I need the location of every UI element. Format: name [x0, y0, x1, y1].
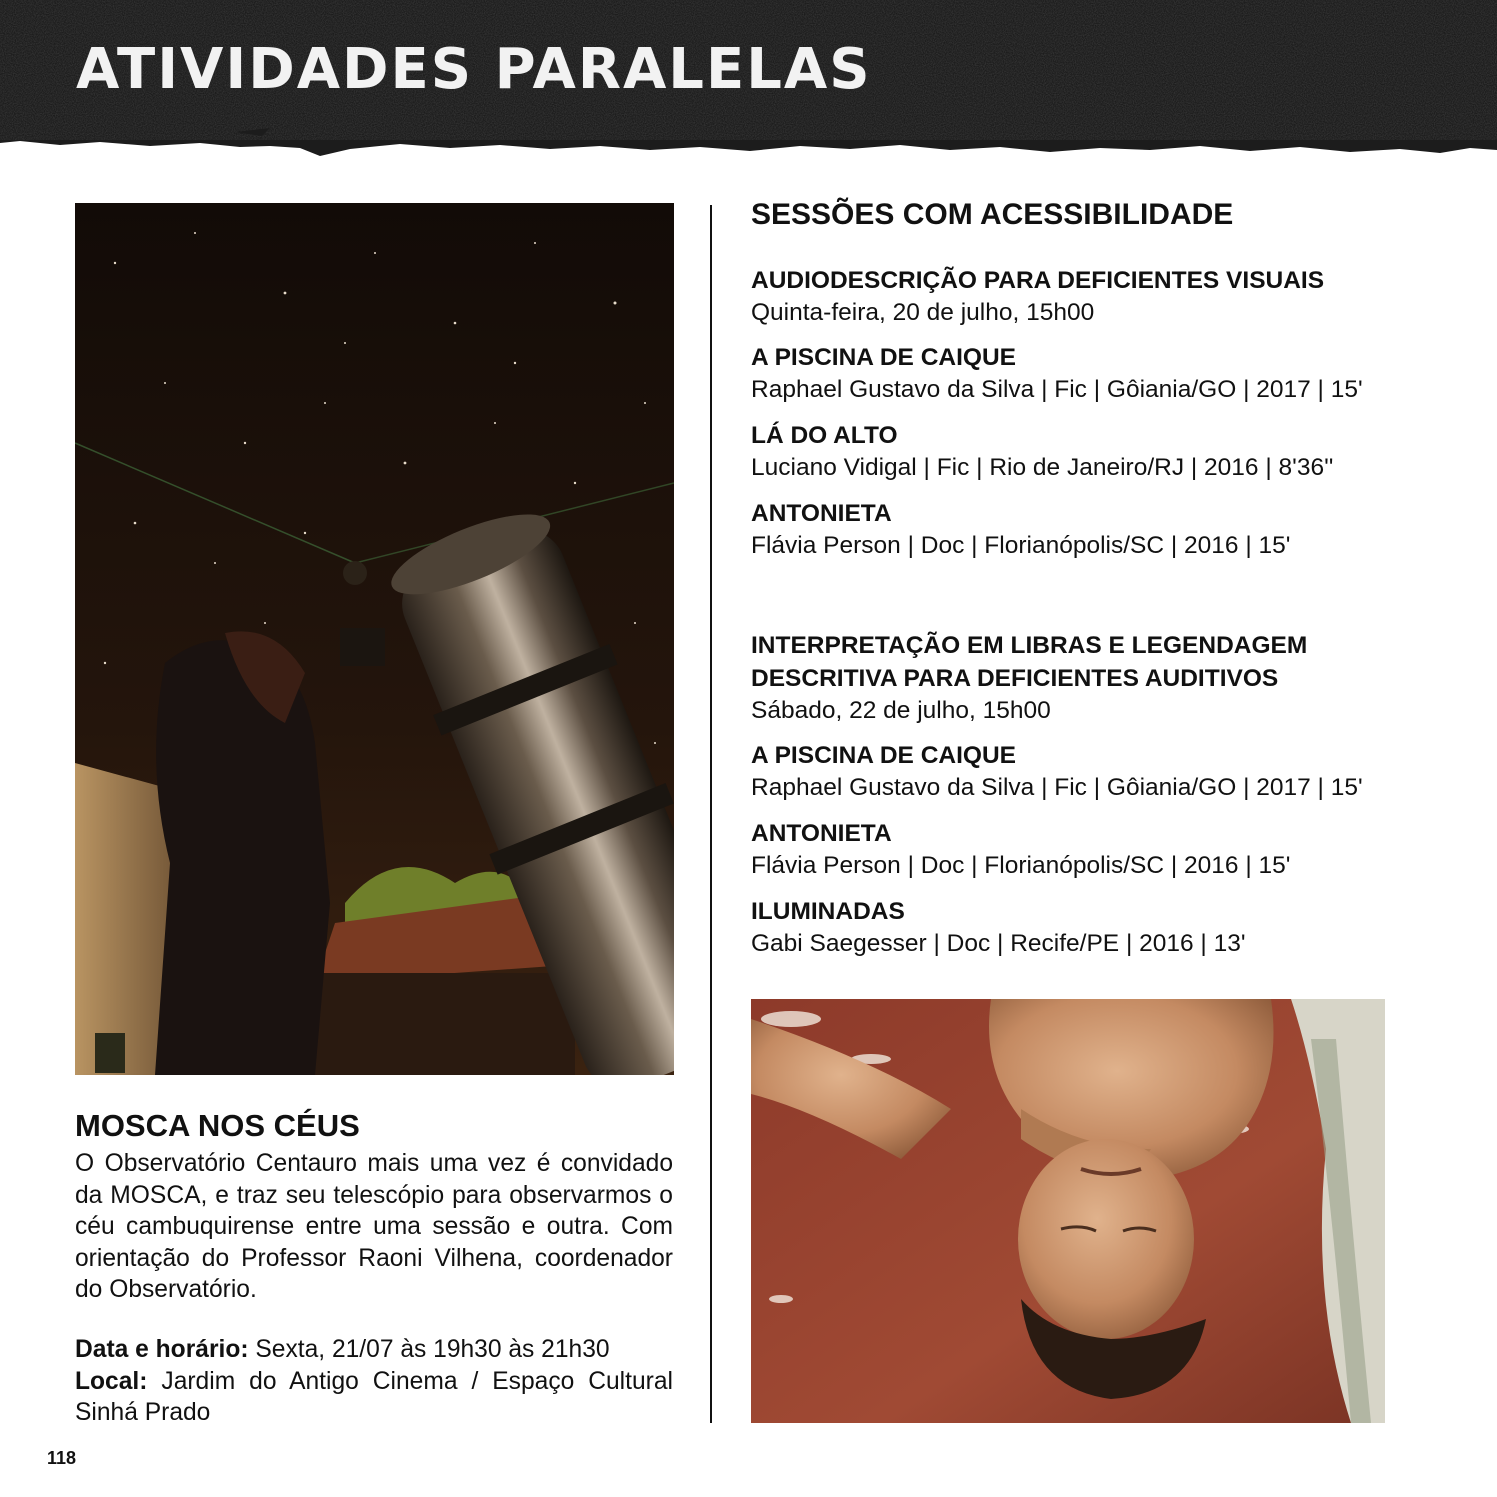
mosca-title: MOSCA NOS CÉUS — [75, 1108, 360, 1143]
film-title: ANTONIETA — [751, 500, 892, 527]
session-group-audiodescricao — [751, 264, 1431, 562]
page-number: 118 — [47, 1448, 77, 1468]
date-label: Data e horário: — [75, 1336, 249, 1363]
film-item — [751, 895, 1431, 960]
telescope-night-sky-photo — [75, 203, 674, 1075]
film-info: Flávia Person | Doc | Florianópolis/SC | 2016 | 15' — [751, 532, 1291, 559]
group-title: AUDIODESCRIÇÃO PARA DEFICIENTES VISUAIS — [751, 267, 1325, 294]
film-item — [751, 497, 1431, 562]
film-item — [751, 817, 1431, 882]
mosca-info — [75, 1334, 673, 1429]
film-info: Raphael Gustavo da Silva | Fic | Gôiania/GO | 2017 | 15' — [751, 774, 1363, 801]
column-divider — [710, 205, 712, 1423]
film-title: LÁ DO ALTO — [751, 422, 898, 449]
film-info: Flávia Person | Doc | Florianópolis/SC | 2016 | 15' — [751, 852, 1291, 879]
place-label: Local: — [75, 1367, 148, 1395]
group-title: DESCRITIVA PARA DEFICIENTES AUDITIVOS — [751, 665, 1279, 692]
film-item — [751, 419, 1431, 484]
film-item — [751, 739, 1431, 804]
date-value: Sexta, 21/07 às 19h30 às 21h30 — [248, 1336, 610, 1363]
page-title: ATIVIDADES PARALELAS — [76, 37, 872, 102]
film-info: Raphael Gustavo da Silva | Fic | Gôiania/GO | 2017 | 15' — [751, 376, 1363, 403]
sessions-title: SESSÕES COM ACESSIBILIDADE — [751, 198, 1234, 231]
mosca-date-line — [75, 1334, 673, 1366]
boy-lying-photo — [751, 999, 1385, 1423]
group-title: INTERPRETAÇÃO EM LIBRAS E LEGENDAGEM — [751, 632, 1308, 659]
film-info: Luciano Vidigal | Fic | Rio de Janeiro/RJ | 2016 | 8'36'' — [751, 454, 1334, 481]
film-title: ILUMINADAS — [751, 898, 905, 925]
sessions-column — [751, 196, 1431, 973]
session-group-libras — [751, 629, 1431, 960]
film-item — [751, 341, 1431, 406]
mosca-place-line — [75, 1366, 673, 1429]
group-date: Sábado, 22 de julho, 15h00 — [751, 697, 1051, 724]
mosca-description: O Observatório Centauro mais uma vez é convidado da MOSCA, e traz seu telescópio para observarmos o céu cambuquirense entre uma sessão e outra. Com orientação do Professor Raoni Vilhena, coordenador do Observatório. — [75, 1150, 673, 1303]
group-date: Quinta-feira, 20 de julho, 15h00 — [751, 299, 1095, 326]
film-title: A PISCINA DE CAIQUE — [751, 742, 1016, 769]
film-title: A PISCINA DE CAIQUE — [751, 344, 1016, 371]
film-info: Gabi Saegesser | Doc | Recife/PE | 2016 | 13' — [751, 930, 1246, 957]
place-value: Jardim do Antigo Cinema / Espaço Cultural Sinhá Prado — [75, 1367, 673, 1426]
film-title: ANTONIETA — [751, 820, 892, 847]
